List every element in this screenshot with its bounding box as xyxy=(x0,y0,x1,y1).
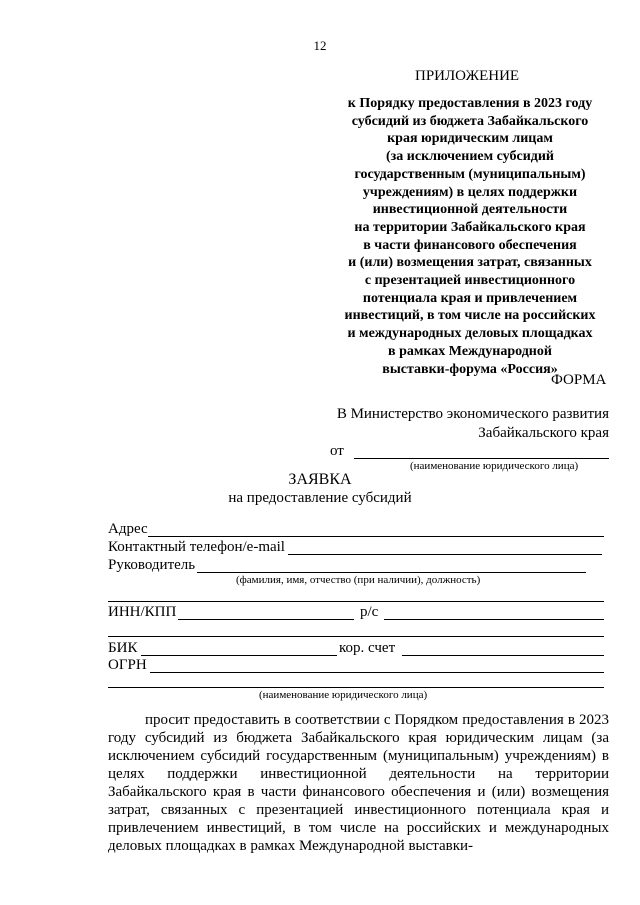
appendix-line: к Порядку предоставления в 2023 году xyxy=(347,96,593,111)
name-caption: (наименование юридического лица) xyxy=(259,689,428,701)
extra-line[interactable] xyxy=(108,636,604,637)
appendix-line: края юридическим лицам xyxy=(387,131,553,147)
appendix-line: и (или) возмещения затрат, связанных xyxy=(348,255,592,271)
appendix-line: и международных деловых площадках xyxy=(347,326,593,342)
document-title: ЗАЯВКА xyxy=(288,471,352,488)
address-input-line[interactable] xyxy=(148,536,604,537)
corr-account-label: кор. счет xyxy=(339,640,396,656)
inn-input-line[interactable] xyxy=(178,619,354,620)
head-extra-line[interactable] xyxy=(108,601,604,602)
head-caption: (фамилия, имя, отчество (при наличии), должность) xyxy=(236,574,481,586)
bik-label: БИК xyxy=(108,640,138,656)
page-number: 12 xyxy=(313,38,327,53)
from-field[interactable] xyxy=(330,443,609,461)
corr-account-input-line[interactable] xyxy=(402,655,604,656)
ogrn-label: ОГРН xyxy=(108,657,147,673)
appendix-line: выставки-форума «Россия» xyxy=(382,361,558,377)
appendix-line: в рамках Международной xyxy=(388,343,552,359)
appendix-line: (за исключением субсидий xyxy=(386,149,554,165)
form-label: ФОРМА xyxy=(551,372,607,388)
appendix-line: потенциала края и привлечением xyxy=(362,290,578,306)
appendix-line: инвестиционной деятельности xyxy=(372,202,568,218)
name-input-line[interactable] xyxy=(108,687,604,688)
appendix-line: учреждениям) в целях поддержки xyxy=(362,184,578,200)
recipient-line-2: Забайкальского края xyxy=(478,425,609,441)
from-label: от xyxy=(330,443,344,459)
recipient-block xyxy=(337,405,609,443)
from-caption: (наименование юридического лица) xyxy=(410,460,579,472)
document-subtitle: на предоставление субсидий xyxy=(228,490,412,506)
appendix-line: на территории Забайкальского края xyxy=(354,219,586,235)
address-label: Адрес xyxy=(108,521,148,537)
appendix-line: государственным (муниципальным) xyxy=(354,166,586,182)
contact-input-line[interactable] xyxy=(288,554,602,555)
from-input-line[interactable] xyxy=(354,458,609,459)
inn-label: ИНН/КПП xyxy=(108,604,177,620)
appendix-label: ПРИЛОЖЕНИЕ xyxy=(415,68,520,84)
application-body xyxy=(108,711,609,855)
appendix-line: инвестиций, в том числе на российских xyxy=(344,308,596,324)
head-input-line[interactable] xyxy=(197,572,586,573)
account-label: р/с xyxy=(360,604,379,620)
appendix-line: субсидий из бюджета Забайкальского xyxy=(351,113,589,129)
body-paragraph: просит предоставить в соответствии с Порядком предоставления в 2023 году субсидий из бюджета Забайкальского края юридическим лицам (за исключением субсидий государственным (муниципальным) учреждениям) в целях поддержки инвестиционной деятельности на территории Забайкальского края в части финансового обеспечения и (или) возмещения затрат, связанных с презентацией инвестиционного потенциала края и привлечением инвестиций, в том числе на российских и международных деловых площадках в рамках Международной выставки- xyxy=(108,712,609,854)
head-label: Руководитель xyxy=(108,557,196,573)
appendix-line: в части финансового обеспечения xyxy=(363,237,577,253)
appendix-reference xyxy=(320,95,620,378)
account-input-line[interactable] xyxy=(384,619,604,620)
recipient-line-1: В Министерство экономического развития xyxy=(336,406,609,422)
appendix-line: с презентацией инвестиционного xyxy=(364,273,576,289)
ogrn-input-line[interactable] xyxy=(150,672,604,673)
contact-label: Контактный телефон/e-mail xyxy=(108,539,285,555)
bik-input-line[interactable] xyxy=(141,655,337,656)
